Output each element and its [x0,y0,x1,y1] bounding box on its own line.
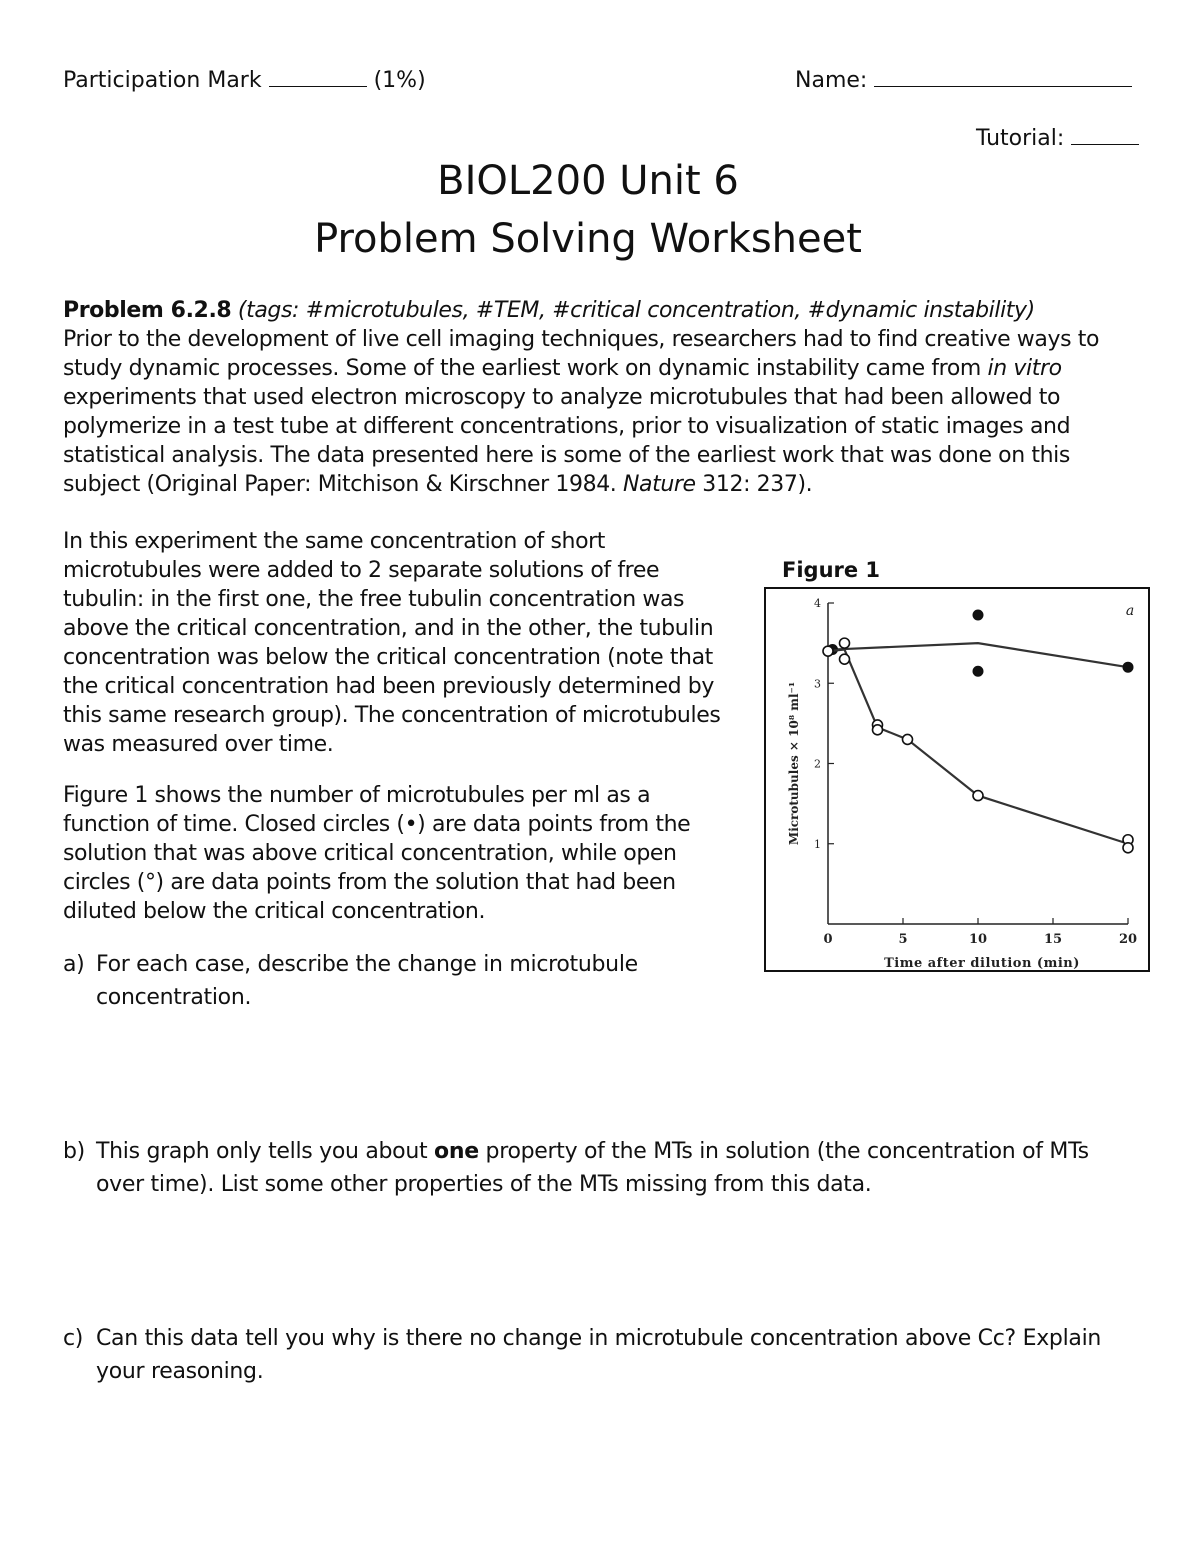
figure-caption: Figure 1 [782,558,881,582]
question-b-label: b) [63,1139,85,1164]
open-circle-point [973,791,983,801]
intro-text-2: experiments that used electron microscopy to analyze microtubules that had been allowed to polymerize in a test tube at different concentrations, prior to visualization of static images and statistical analysis. The data presented here is some of the earliest work that was done on this subject (Original Paper: Mitchison & Kirschner 1984. [63,385,1071,497]
intro-text-3: 312: 237). [702,472,813,497]
question-b-text [96,1135,1143,1201]
name-field [795,66,1132,93]
open-circle-point [903,734,913,744]
x-tick-label: 15 [1043,932,1063,947]
x-tick-label: 0 [823,932,833,947]
x-tick-label: 20 [1118,932,1138,947]
closed-circle-point [973,666,983,676]
problem-heading: Problem 6.2.8 [63,298,232,323]
open-circle-point [840,638,850,648]
x-axis-label: Time after dilution (min) [884,956,1080,970]
participation-blank[interactable] [269,66,367,87]
intro-italic: in vitro [987,356,1062,381]
closed-circle-point [973,610,983,620]
participation-pct: (1%) [373,68,426,93]
question-a-label: a) [63,952,85,977]
question-a [63,948,703,1014]
tutorial-label: Tutorial: [976,126,1065,151]
question-b [63,1135,1143,1201]
title-line-1: BIOL200 Unit 6 [437,158,739,204]
intro-paragraph [63,325,1143,499]
series-line-closed [833,643,1129,667]
experiment-paragraph [63,527,743,759]
intro-journal: Nature [622,472,696,497]
question-a-text: For each case, describe the change in microtubule concentration. [96,952,638,1010]
question-b-text-1: This graph only tells you about [96,1139,428,1164]
closed-circle-point [1123,662,1133,672]
y-axis-label: Microtubules × 10⁸ ml⁻¹ [787,681,801,846]
open-circle-point [823,646,833,656]
open-circle-point [1123,843,1133,853]
chart-svg [766,589,1148,970]
y-tick-label: 1 [814,837,821,851]
x-tick-label: 10 [968,932,988,947]
experiment-text: In this experiment the same concentration of short microtubules were added to 2 separate solutions of free tubulin: in the first one, the free tubulin concentration was above the critical concentration, and in the other, the tubulin concentration was below the critical concentration (note that the critical concentration had been previously determined by this same research group). The concentration of microtubules was measured over time. [63,529,721,757]
x-tick-label: 5 [898,932,908,947]
panel-letter: a [1125,603,1135,619]
problem-heading-line [63,296,1143,325]
figure-desc-text: Figure 1 shows the number of microtubules per ml as a function of time. Closed circles (•) are data points from the solution that was above critical concentration, while open circles (°) are data points from the solution that had been diluted below the critical concentration. [63,783,691,924]
y-tick-label: 4 [814,597,821,610]
name-label: Name: [795,68,868,93]
problem-tags: (tags: #microtubules, #TEM, #critical concentration, #dynamic instability) [237,298,1035,323]
question-c-label: c) [63,1326,84,1351]
problem-intro [63,296,1143,499]
page-title [0,152,1176,268]
series-line-open [828,650,1128,844]
open-circle-point [840,654,850,664]
question-b-text-2: property of the MTs in solution (the concentration of MTs over time). List some other properties of the MTs missing from this data. [96,1139,1089,1197]
y-tick-label: 3 [814,677,821,691]
figure-1 [764,587,1150,972]
figure-description [63,781,743,926]
name-blank[interactable] [874,66,1132,87]
y-tick-label: 2 [814,757,821,771]
participation-label: Participation Mark [63,68,262,93]
tutorial-blank[interactable] [1071,124,1139,145]
title-line-2: Problem Solving Worksheet [314,216,862,262]
tutorial-field [976,124,1139,151]
question-c-text: Can this data tell you why is there no change in microtubule concentration above Cc? Explain your reasoning. [96,1326,1102,1384]
intro-text-1: Prior to the development of live cell imaging techniques, researchers had to find creative ways to study dynamic processes. Some of the earliest work on dynamic instability came from [63,327,1100,381]
participation-mark [63,66,426,93]
open-circle-point [873,725,883,735]
question-b-bold: one [434,1139,479,1164]
question-c [63,1322,1143,1388]
